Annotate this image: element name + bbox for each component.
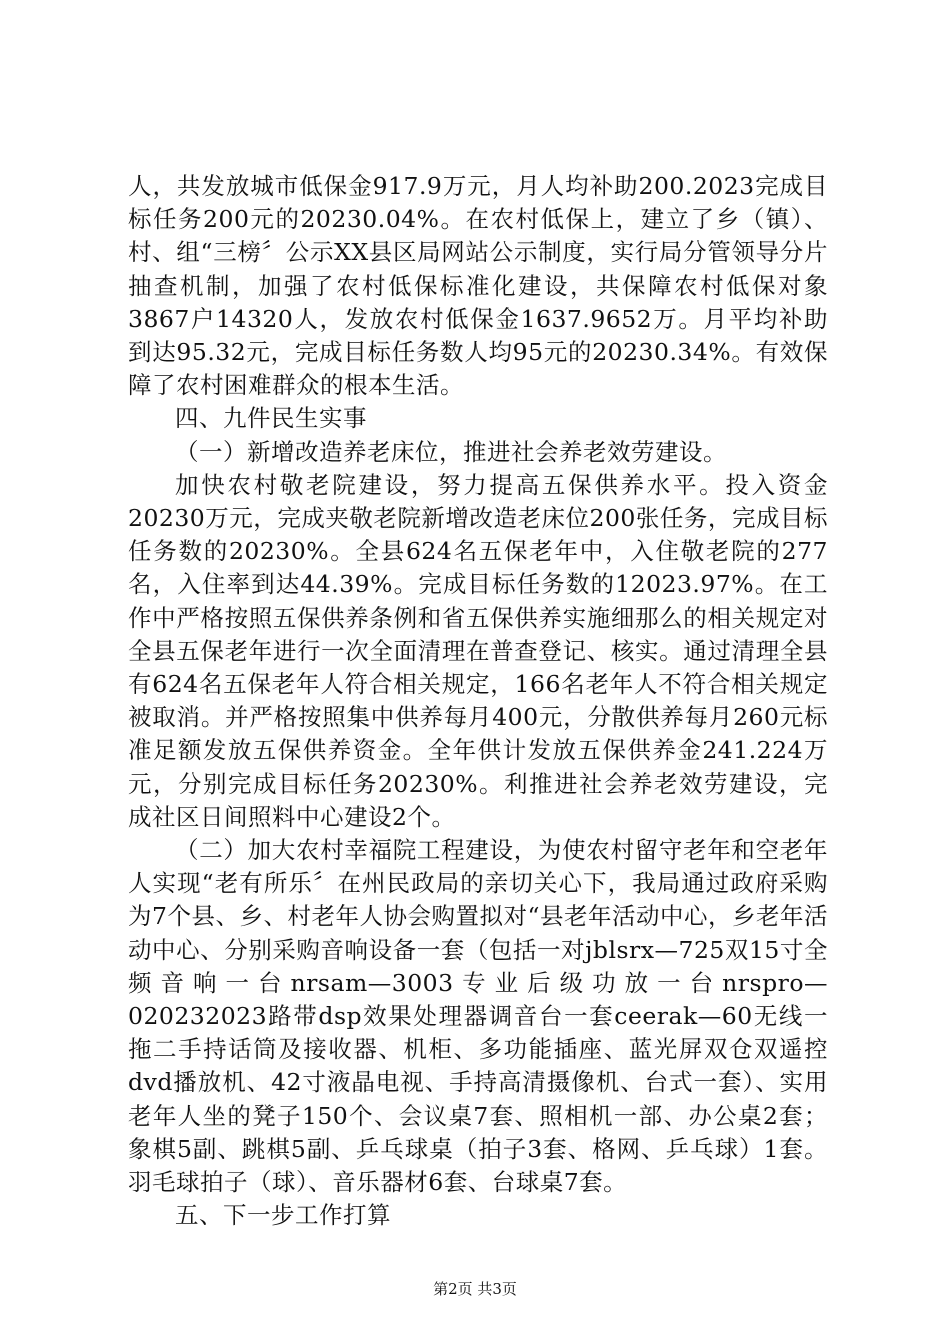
section-heading-livelihood-projects: 四、九件民生实事 <box>175 404 367 433</box>
paragraph-happiness-home-project: （二）加大农村幸福院工程建设，为使农村留守老年和空老年人实现“老有所乐〞在州民政局的亲切关心下，我局通过政府采购为7个县、乡、村老年人协会购置拟对“县老年活动中心，乡老年活动中心、分别采购音响设备一套（包括一对jblsrx—725双15寸全频音响一台nrsam—3003专业后级功放一台nrspro—020232023路带dsp效果处理器调音台一套ceerak—60无线一拖二手持话筒及接收器、机柜、多功能插座、蓝光屏双仓双遥控dvd播放机、42寸液晶电视、手持高清摄像机、台式一套）、实用老年人坐的凳子150个、会议桌7套、照相机一部、办公桌2套；象棋5副、跳棋5副、乒乓球桌（拍子3套、格网、乒乓球）1套。羽毛球拍子（球）、音乐器材6套、台球桌7套。 <box>128 836 828 1197</box>
subheading-elderly-beds: （一）新增改造养老床位，推进社会养老效劳建设。 <box>175 437 727 466</box>
section-heading-next-steps: 五、下一步工作打算 <box>175 1201 391 1230</box>
paragraph-nursing-home-construction: 加快农村敬老院建设，努力提高五保供养水平。投入资金20230万元，完成夹敬老院新增改造老床位200张任务，完成目标任务数的20230%。全县624名五保老年中，入住敬老院的277名，入住率到达44.39%。完成目标任务数的12023.97%。在工作中严格按照五保供养条例和省五保供养实施细那么的相关规定对全县五保老年进行一次全面清理在普查登记、核实。通过清理全县有624名五保老年人符合相关规定，166名老年人不符合相关规定被取消。并严格按照集中供养每月400元，分散供养每月260元标准足额发放五保供养资金。全年供计发放五保供养金241.224万元，分别完成目标任务20230%。利推进社会养老效劳建设，完成社区日间照料中心建设2个。 <box>128 470 828 831</box>
page-number-footer: 第2页 共3页 <box>433 1280 517 1298</box>
paragraph-low-income-subsidy: 人，共发放城市低保金917.9万元，月人均补助200.2023完成目标任务200元的20230.04%。在农村低保上，建立了乡（镇）、村、组“三榜〞公示XX县区局网站公示制度，实行局分管领导分片抽查机制，加强了农村低保标准化建设，共保障农村低保对象3867户14320人，发放农村低保金1637.9652万。月平均补助到达95.32元，完成目标任务数人均95元的20230.34%。有效保障了农村困难群众的根本生活。 <box>128 172 828 400</box>
document-body <box>128 170 828 1233</box>
